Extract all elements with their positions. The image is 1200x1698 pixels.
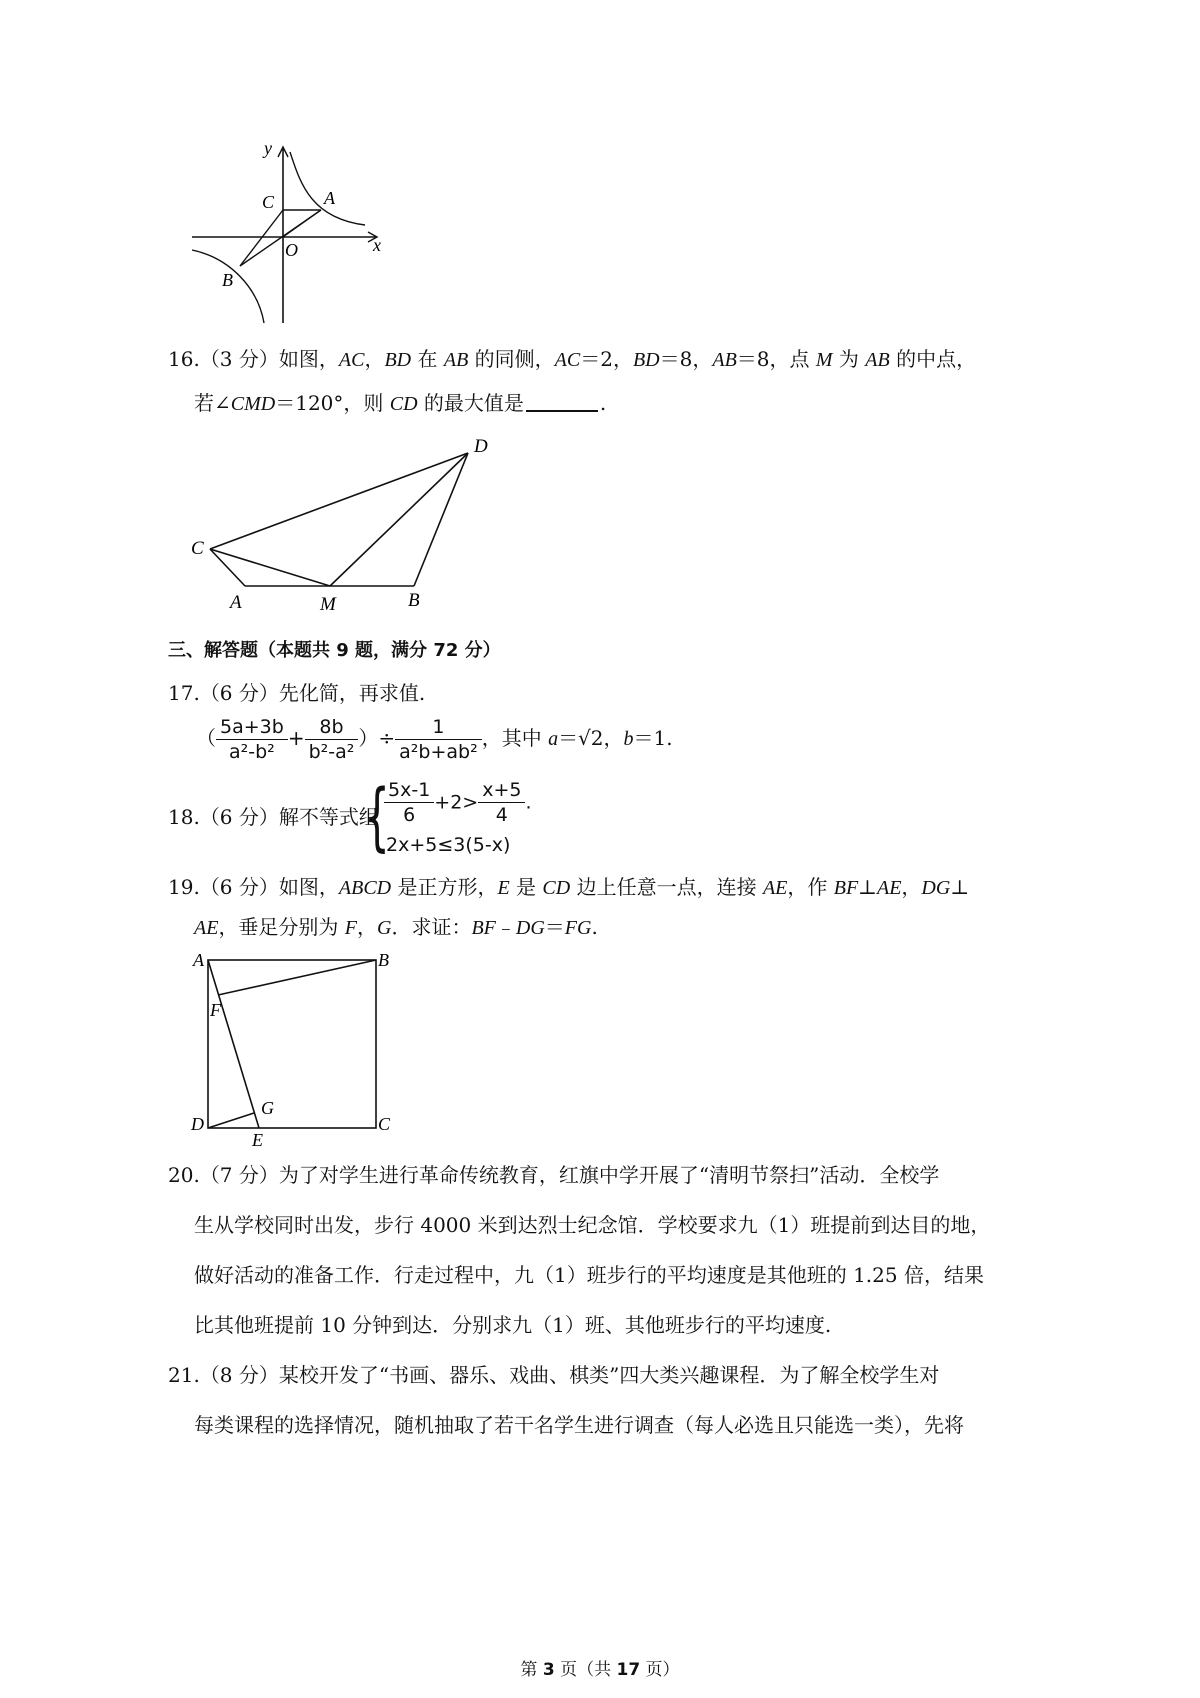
q19-var: G (377, 917, 392, 939)
fig19-label-g: G (261, 1098, 274, 1118)
q17-line-1 (168, 678, 425, 708)
q17-fraction-1 (216, 715, 288, 764)
q17-score: （6 分） (199, 681, 279, 705)
q19-text: 是正方形， (391, 875, 498, 899)
q19-var: AE (194, 917, 219, 939)
fig16-label-a: A (230, 592, 242, 613)
fraction-denominator: a²-b² (229, 741, 275, 763)
q16-var: AB (712, 349, 737, 371)
fig15-label-b: B (222, 270, 233, 290)
q20-line-1 (168, 1160, 939, 1190)
q19-line-1 (168, 872, 969, 903)
q16-text: ＝2， (580, 347, 633, 371)
q16-text: 如图， (278, 347, 339, 371)
q19-text: 是 (509, 875, 543, 899)
fraction-numerator: 1 (395, 715, 482, 740)
q16-text: 的同侧， (468, 347, 555, 371)
q20-line-4: 比其他班提前 10 分钟到达．分别求九（1）班、其他班步行的平均速度. (194, 1313, 832, 1337)
q19-var: BF (833, 877, 859, 899)
fig19-label-b: B (378, 950, 389, 970)
q19-text: ， (901, 875, 922, 899)
q19-text: 边上任意一点，连接 (570, 875, 763, 899)
q16-text: . (599, 391, 607, 415)
q16-score: （3 分） (199, 347, 279, 371)
q20-number: 20. (168, 1163, 200, 1187)
footer-total-pages: 17 (616, 1660, 641, 1680)
q17-text: ＝1. (633, 726, 673, 750)
q19-var: FG (564, 917, 592, 939)
q17-number: 17. (168, 681, 200, 705)
fig15-label-y: y (264, 138, 272, 158)
footer-text: 页（共 (554, 1660, 617, 1680)
q16-line-2 (194, 388, 606, 419)
q16-answer-blank (526, 390, 598, 412)
q19-text: ，垂足分别为 (218, 915, 345, 939)
q19-text: ⊥ (950, 875, 970, 899)
q21-line-2: 每类课程的选择情况，随机抽取了若干名学生进行调查（每人必选且只能选一类），先将 (194, 1413, 964, 1437)
q17-text: ＝√2， (558, 726, 624, 750)
q19-var: BF (471, 917, 496, 939)
fraction-numerator: 8b (305, 715, 359, 740)
q16-var: BD (632, 349, 660, 371)
q16-text: 的中点， (889, 347, 977, 371)
q19-var: CD (542, 877, 571, 899)
fig15-label-x: x (373, 235, 381, 255)
q16-line-1 (168, 344, 976, 375)
q17-expression (196, 714, 673, 764)
fig16-label-c: C (191, 538, 204, 559)
section-3-heading: 三、解答题（本题共 9 题，满分 72 分） (168, 640, 501, 661)
fig19-label-a: A (193, 950, 204, 970)
fig15-label-o: O (285, 240, 298, 260)
q19-var: DG (921, 877, 951, 899)
fig19-label-f: F (210, 1000, 221, 1020)
q19-var: DG (515, 917, 545, 939)
q18-score: （6 分） (199, 805, 279, 829)
q16-text: ＝8，点 (736, 347, 816, 371)
q17-text: ，其中 (481, 726, 549, 750)
q19-text: ， (357, 915, 378, 939)
q19-var: F (344, 917, 358, 939)
fig16-label-b: B (408, 590, 420, 611)
fig19-label-d: D (191, 1114, 204, 1134)
fraction-numerator: 5a+3b (216, 715, 288, 740)
q17-fraction-3 (395, 715, 482, 764)
q17-fraction-2 (305, 715, 359, 764)
q16-var: M (815, 349, 833, 371)
q17-var: a (548, 728, 559, 750)
q21-line-1 (168, 1360, 939, 1390)
q17-var: b (623, 728, 634, 750)
q19-square-figure (188, 948, 408, 1148)
page-footer (0, 1655, 1200, 1680)
q18-inequality-2: 2x+5≤3(5-x) (386, 834, 511, 856)
q16-text: ＝8， (659, 347, 713, 371)
q16-var: CD (389, 393, 418, 415)
fraction-numerator: x+5 (478, 778, 525, 803)
q21-score: （8 分） (199, 1363, 279, 1387)
fig16-label-d: D (474, 436, 488, 457)
q16-var: AB (443, 349, 469, 371)
q18-number: 18. (168, 805, 200, 829)
q16-var: AB (865, 349, 890, 371)
q18-line (168, 802, 379, 832)
q19-text: 如图， (278, 875, 339, 899)
q19-number: 19. (168, 875, 200, 899)
q16-var: BD (384, 349, 412, 371)
fraction-denominator: b²-a² (308, 741, 355, 763)
q16-text: 在 (411, 347, 444, 371)
q18-text: +2> (434, 791, 479, 814)
footer-text: 页） (640, 1660, 680, 1680)
fig19-label-c: C (378, 1114, 391, 1134)
q19-var: AE (762, 877, 788, 899)
q16-var: CMD (230, 393, 276, 415)
q17-paren: （ (196, 726, 216, 750)
q18-system-brace: { (364, 774, 390, 860)
q16-text: 的最大值是 (417, 391, 524, 415)
q19-text: ⊥ (858, 875, 877, 899)
fraction-denominator: 6 (403, 804, 416, 826)
q16-number: 16. (168, 347, 200, 371)
q16-figure (188, 432, 508, 617)
q20-text: 为了对学生进行革命传统教育，红旗中学开展了“清明节祭扫”活动．全校学 (278, 1163, 940, 1187)
q19-var: ABCD (338, 877, 392, 899)
fig15-label-a: A (324, 188, 335, 208)
q19-line-2 (194, 912, 598, 943)
fig15-label-c: C (262, 192, 275, 212)
q17-text: 先化简，再求值. (278, 681, 426, 705)
q19-text: ＝ (544, 915, 565, 939)
q20-score: （7 分） (199, 1163, 279, 1187)
q16-text: ， (364, 347, 385, 371)
fig16-label-m: M (320, 594, 336, 615)
fraction-numerator: 5x-1 (384, 778, 434, 803)
q19-text: ﹣ (495, 915, 516, 939)
q19-score: （6 分） (199, 875, 279, 899)
q19-text: ，作 (787, 875, 834, 899)
footer-page-number: 3 (542, 1660, 555, 1680)
q19-var: E (497, 877, 510, 899)
q20-line-2: 生从学校同时出发，步行 4000 米到达烈士纪念馆．学校要求九（1）班提前到达目的地， (194, 1213, 991, 1237)
q20-line-3: 做好活动的准备工作．行走过程中，九（1）班步行的平均速度是其他班的 1.25 倍，结果 (194, 1263, 984, 1287)
q16-text: 若∠ (194, 391, 231, 415)
q16-var: AC (338, 349, 365, 371)
fraction-denominator: 4 (495, 804, 508, 826)
q16-text: 为 (832, 347, 866, 371)
q15-coordinate-figure (190, 138, 390, 328)
q18-text: 解不等式组 (278, 805, 379, 829)
fraction-denominator: a²b+ab² (399, 741, 478, 763)
q19-var: AE (876, 877, 902, 899)
fig19-label-e: E (252, 1130, 263, 1148)
q21-text: 某校开发了“书画、器乐、戏曲、棋类”四大类兴趣课程．为了解全校学生对 (278, 1363, 940, 1387)
q18-fraction-right (478, 778, 525, 827)
q19-text: . (591, 915, 598, 939)
q16-var: AC (554, 349, 581, 371)
q19-text: ．求证： (391, 915, 472, 939)
q16-text: ＝120°，则 (275, 391, 390, 415)
q17-plus: + (287, 726, 305, 750)
q17-paren: ）÷ (358, 726, 396, 750)
q21-number: 21. (168, 1363, 200, 1387)
q18-end: . (525, 791, 532, 814)
footer-text: 第 (520, 1660, 543, 1680)
q18-inequality-1 (384, 778, 532, 827)
q18-fraction-left (384, 778, 434, 827)
